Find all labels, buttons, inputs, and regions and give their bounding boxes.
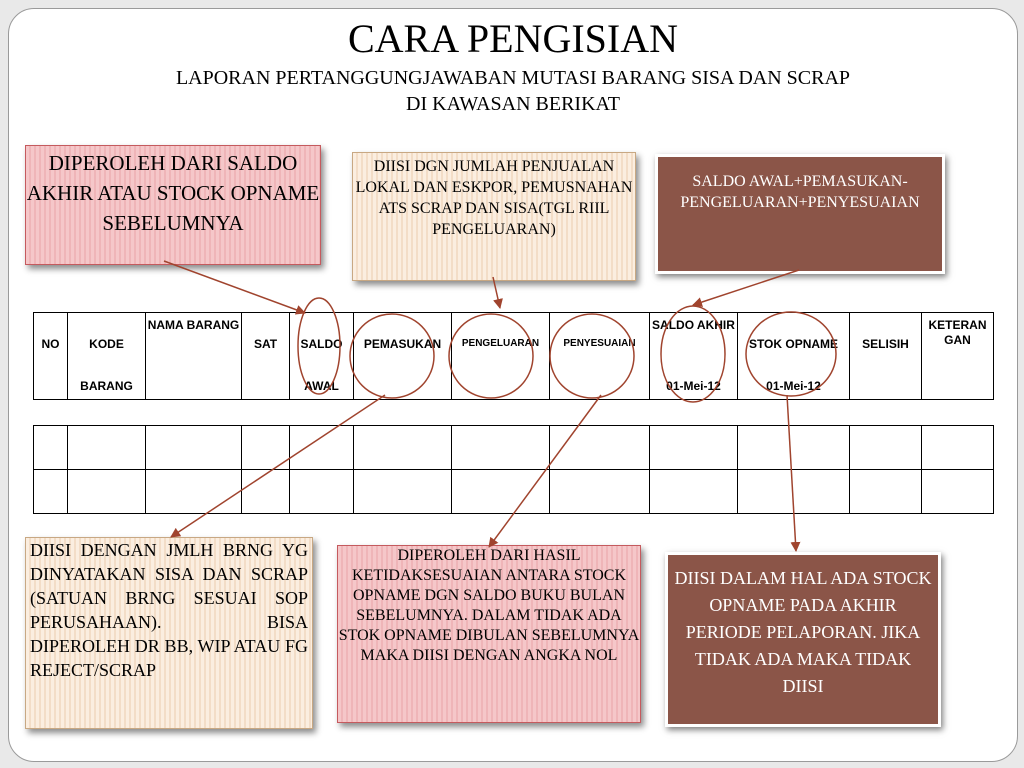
slide-subtitle	[49, 65, 977, 117]
callout-pemasukan: DIISI DENGAN JMLH BRNG YG DINYATAKAN SISA DAN SCRAP (SATUAN BRNG SESUAI SOP PERUSAHAAN). BISA DIPEROLEH DR BB, WIP ATAU FG REJECT/SCRAP	[25, 537, 313, 729]
subtitle-line-2: DI KAWASAN BERIKAT	[406, 93, 620, 115]
callout-saldo-awal: DIPEROLEH DARI SALDO AKHIR ATAU STOCK OPNAME SEBELUMNYA	[25, 145, 321, 265]
col-no	[34, 313, 68, 400]
col-sat	[242, 313, 290, 400]
col-kode-label: KODE	[89, 337, 124, 351]
col-kode-barang	[68, 313, 146, 400]
slide	[8, 8, 1018, 762]
slide-title: CARA PENGISIAN	[347, 16, 679, 61]
callout-stok-opname: DIISI DALAM HAL ADA STOCK OPNAME PADA AKHIR PERIODE PELAPORAN. JIKA TIDAK ADA MAKA TIDAK DIISI	[665, 552, 941, 727]
table-row	[34, 426, 994, 470]
table-row	[34, 470, 994, 514]
arrow-saldo-awal	[164, 261, 305, 313]
col-pengeluaran-label: PENGELUARAN	[461, 338, 540, 349]
callout-penyesuaian: DIPEROLEH DARI HASIL KETIDAKSESUAIAN ANTARA STOCK OPNAME DGN SALDO BUKU BULAN SEBELUMNYA. DALAM TIDAK ADA STOK OPNAME DIBULAN SEBELUMNYA MAKA DIISI DENGAN ANGKA NOL	[337, 545, 641, 723]
col-pengeluaran	[452, 313, 550, 400]
col-saldo-akhir	[650, 313, 738, 400]
col-penyesuaian	[550, 313, 650, 400]
col-pemasukan-label: PEMASUKAN	[363, 337, 442, 351]
col-saldo-label: SALDO	[300, 337, 343, 351]
col-awal-label: AWAL	[304, 379, 339, 393]
callout-saldo-akhir: SALDO AWAL+PEMASUKAN-PENGELUARAN+PENYESUAIAN	[655, 154, 945, 274]
report-header-table	[33, 312, 994, 400]
col-stok-opname-date: 01-Mei-12	[766, 379, 821, 393]
col-sat-label: SAT	[253, 337, 278, 351]
col-saldo-akhir-date: 01-Mei-12	[666, 379, 721, 393]
col-nama-barang	[146, 313, 242, 400]
col-saldo-akhir-label: SALDO AKHIR	[652, 318, 735, 332]
col-penyesuaian-label: PENYESUAIAN	[563, 338, 636, 349]
report-data-table	[33, 425, 994, 514]
col-barang-label: BARANG	[80, 379, 133, 393]
col-stok-opname	[738, 313, 850, 400]
col-stok-opname-label: STOK OPNAME	[748, 337, 839, 351]
col-nama-barang-label: NAMA BARANG	[147, 318, 240, 332]
arrow-saldo-akhir	[693, 270, 799, 305]
col-selisih-label: SELISIH	[862, 337, 909, 351]
col-pemasukan	[354, 313, 452, 400]
col-keterangan-label: KETERAN GAN	[928, 318, 987, 347]
col-saldo-awal	[290, 313, 354, 400]
subtitle-line-1: LAPORAN PERTANGGUNGJAWABAN MUTASI BARANG SISA DAN SCRAP	[175, 67, 851, 89]
callout-pengeluaran: DIISI DGN JUMLAH PENJUALAN LOKAL DAN ESKPOR, PEMUSNAHAN ATS SCRAP DAN SISA(TGL RIIL PENGELUARAN)	[352, 152, 636, 281]
col-selisih	[850, 313, 922, 400]
col-keterangan	[922, 313, 994, 400]
col-no-label: NO	[41, 337, 60, 351]
arrow-pengeluaran	[493, 277, 500, 308]
